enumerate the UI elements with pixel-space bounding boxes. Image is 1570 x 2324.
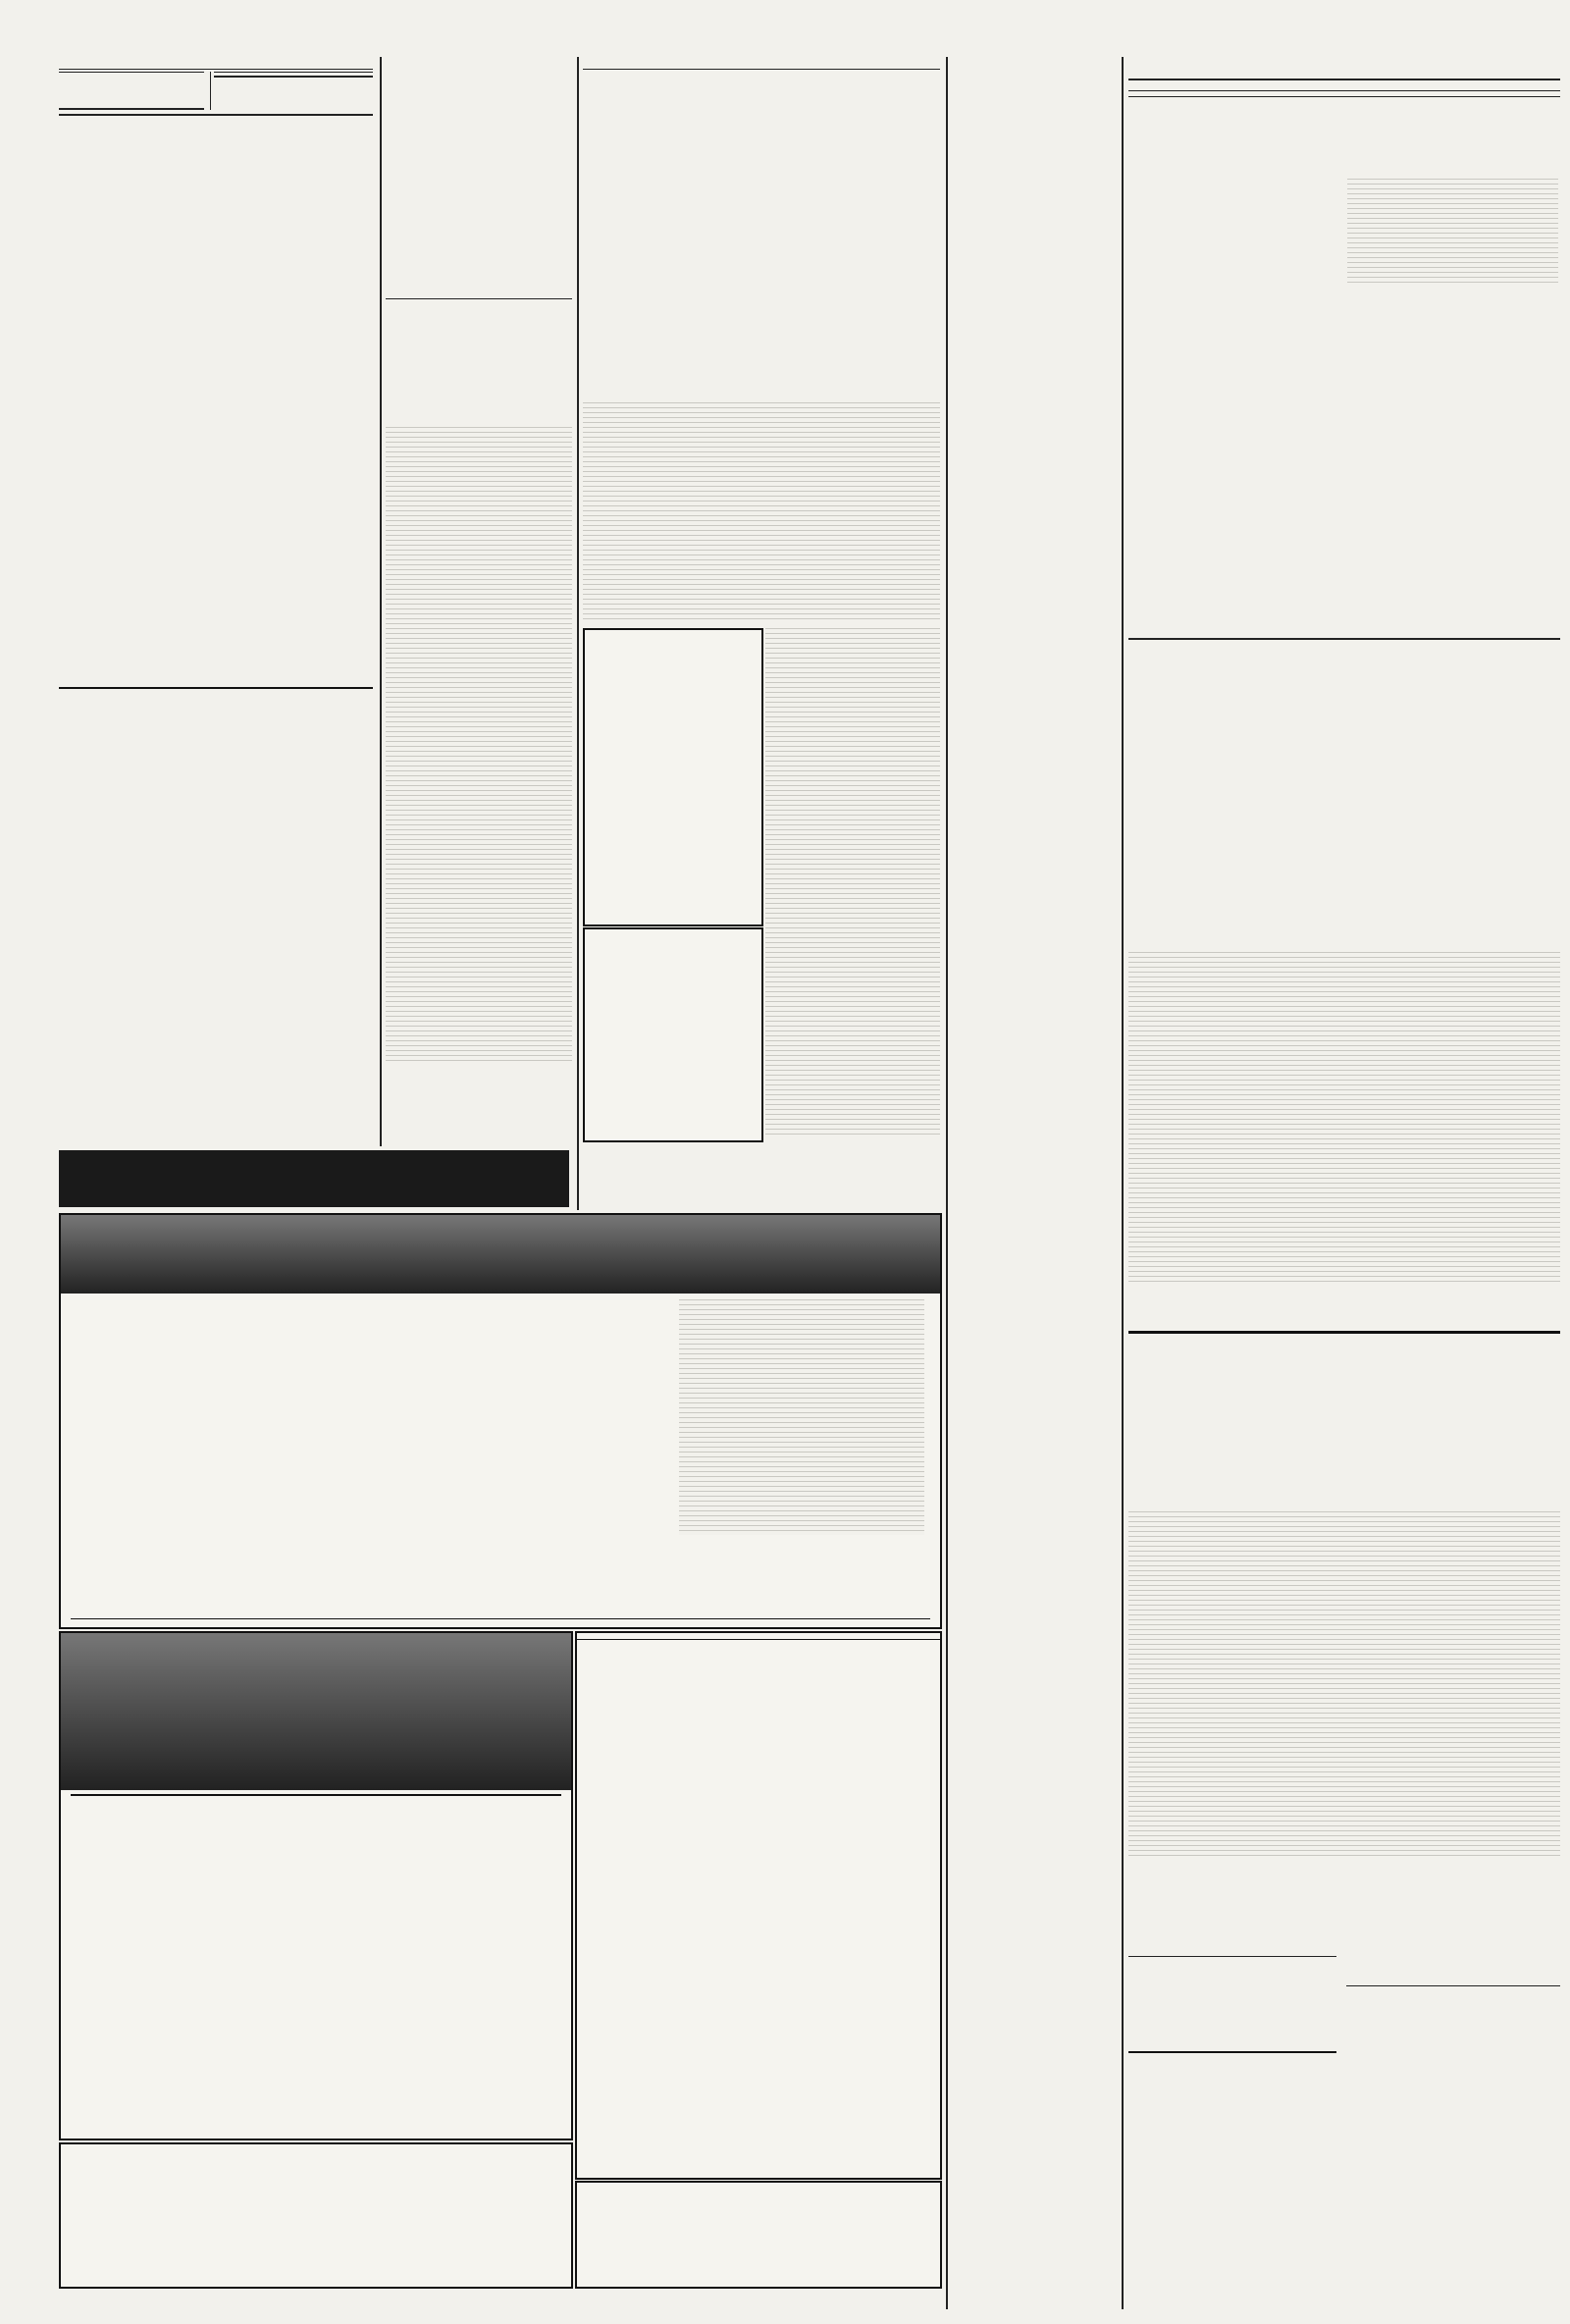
side-column-text xyxy=(765,628,940,1138)
court-news-title xyxy=(1128,1956,1336,1960)
loans-header xyxy=(59,72,204,73)
ship-illustration xyxy=(61,1633,571,1790)
ship-illustration xyxy=(61,1215,940,1294)
mantarismata-title xyxy=(1128,2051,1336,2057)
scholarship-title xyxy=(1346,1985,1560,1989)
entrance-ad xyxy=(583,927,763,1142)
pallas-ad xyxy=(583,628,763,926)
robbery-title xyxy=(1128,90,1560,94)
accident-news-body xyxy=(1346,1868,1560,1985)
column-text-fill xyxy=(679,1299,924,1535)
pallas-ad-body xyxy=(585,634,761,646)
column-text-fill xyxy=(765,628,940,1138)
court-news-body xyxy=(1128,1963,1336,2051)
corfu-body xyxy=(1347,100,1558,179)
lottery-article xyxy=(952,65,1117,634)
disaster-article xyxy=(583,65,940,398)
column-rule xyxy=(946,57,948,2309)
finance-section xyxy=(59,65,373,683)
scholarship-body xyxy=(1346,1992,1560,2139)
column-text-fill xyxy=(583,402,940,623)
disaster-subtitle xyxy=(583,69,940,70)
games-subtitle xyxy=(386,298,572,299)
finance-body xyxy=(59,120,373,267)
despoina-body xyxy=(577,1644,940,1648)
elmes-subtitle xyxy=(71,1794,561,1796)
column-rule xyxy=(577,57,579,1210)
short-news-title xyxy=(1128,1331,1560,1334)
crete-news-body xyxy=(1128,1868,1336,1956)
nomikos-ad xyxy=(59,1213,942,1629)
metal-industry-body xyxy=(59,698,373,1110)
rally-article xyxy=(386,65,572,1144)
side-news-column xyxy=(952,638,1117,2306)
short-news-body xyxy=(1128,1338,1560,1485)
column-text-fill xyxy=(1128,1511,1560,1860)
games-body xyxy=(386,303,572,421)
bus-accident-article xyxy=(1128,84,1560,438)
disaster-body xyxy=(583,74,940,299)
rally-body xyxy=(386,69,572,294)
column-text-fill xyxy=(1347,247,1558,287)
page-header xyxy=(1128,61,1560,79)
column-text-fill xyxy=(386,427,572,1065)
nomikos-footer xyxy=(71,1618,930,1621)
acropolis-body xyxy=(1128,652,1560,946)
disaster-continuation xyxy=(583,402,940,623)
right-news xyxy=(1346,1865,1560,2297)
doctor-ad xyxy=(575,2181,942,2289)
elmes-body-2 xyxy=(61,1806,571,1810)
banks-header xyxy=(214,72,373,73)
column-text-fill xyxy=(1347,218,1558,247)
metal-industry-title xyxy=(59,687,373,692)
metal-industry-article xyxy=(59,687,373,1138)
finance-total xyxy=(59,114,373,116)
column-text-fill xyxy=(1347,179,1558,218)
entrance-ad-body xyxy=(585,937,761,945)
column-text-fill xyxy=(1128,952,1560,1286)
bus-accident-body xyxy=(1128,100,1339,345)
drachma-header xyxy=(59,108,204,110)
section-rule xyxy=(1128,638,1560,640)
angeliki-ad xyxy=(59,2142,573,2289)
provinces-subtitle xyxy=(1128,96,1560,97)
timetables-banner xyxy=(59,1150,569,1207)
industry-header xyxy=(214,76,373,78)
column-rule xyxy=(380,57,382,1146)
short-news xyxy=(1128,1331,1560,1507)
elmes-ad xyxy=(59,1631,573,2140)
angeliki-ad-body xyxy=(61,2150,571,2158)
header-rule xyxy=(1128,79,1560,80)
typaldos-lines-ad xyxy=(575,1631,942,2180)
crete-news xyxy=(1128,1865,1336,2297)
elmes-body xyxy=(61,1798,571,1802)
column-rule xyxy=(1122,57,1124,2309)
acropolis-article xyxy=(1128,644,1560,1321)
